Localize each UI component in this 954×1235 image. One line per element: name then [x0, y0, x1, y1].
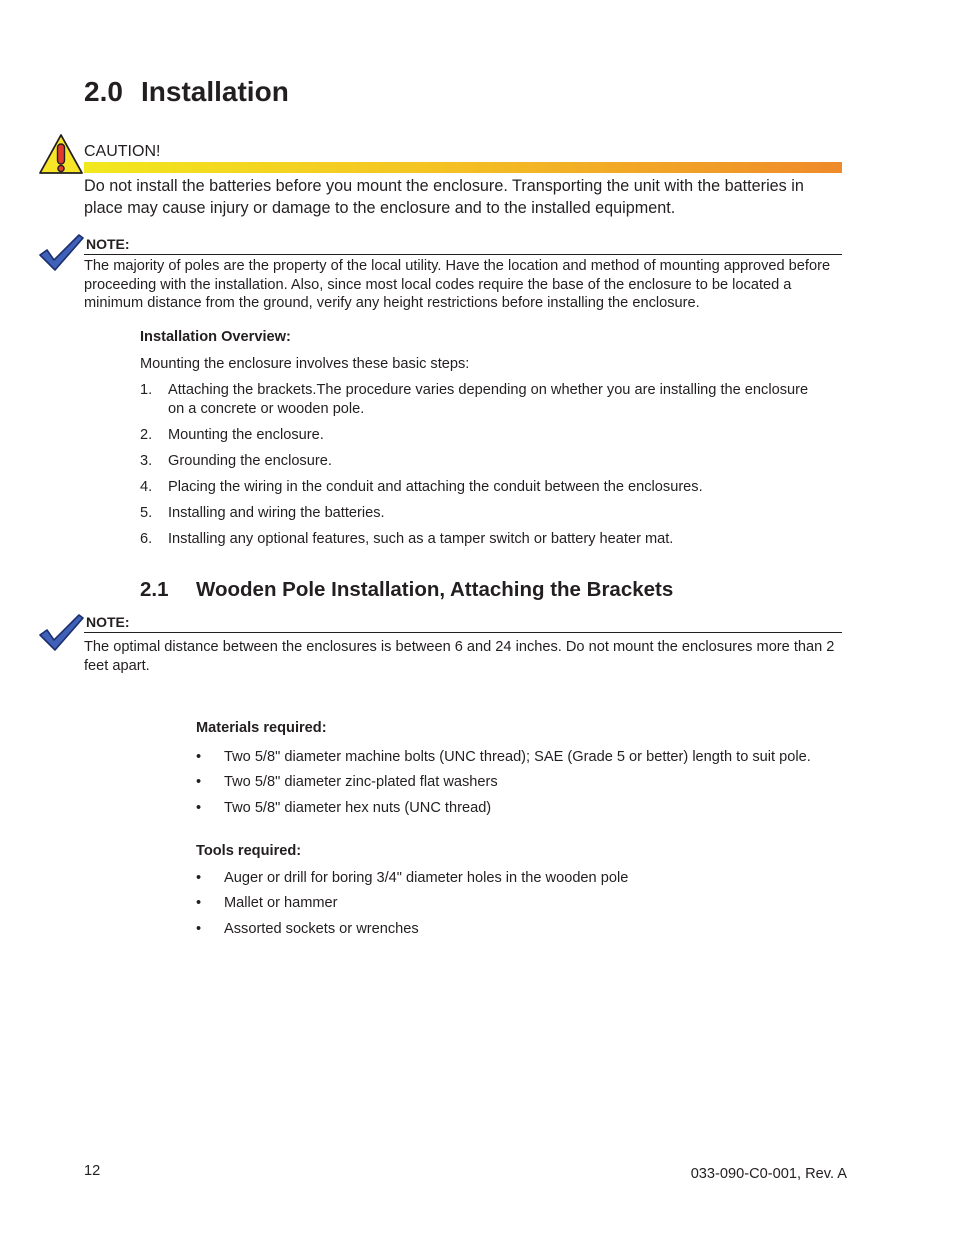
note-text: The majority of poles are the property of the local utility. Have the location and method of mounting approved before proceeding with the installation. Also, since most local codes require the base of the enclosure to be located a minimum distance from the ground, verify any height restrictions before installing the enclosure. [84, 258, 831, 311]
list-item [196, 869, 826, 888]
note-divider [84, 632, 842, 633]
list-item [140, 504, 820, 523]
bullet: • [196, 895, 202, 912]
bullet: • [196, 920, 202, 937]
steps-list [140, 381, 820, 556]
section-title: Wooden Pole Installation, Attaching the Brackets [196, 578, 674, 601]
bullet: • [196, 870, 202, 886]
list-item [140, 530, 820, 549]
list-item-text: Auger or drill for boring 3/4" diameter holes in the wooden pole [224, 870, 629, 886]
page-title [84, 76, 289, 108]
note-text: The optimal distance between the enclosures is between 6 and 24 inches. Do not mount the enclosures more than 2 feet apart. [84, 639, 835, 674]
bullet: • [196, 774, 202, 791]
list-item-text: Two 5/8" diameter machine bolts (UNC thread); SAE (Grade 5 or better) length to suit pole. [224, 749, 811, 765]
list-item [196, 799, 826, 818]
list-item [196, 894, 826, 913]
materials-heading: Materials required: [196, 720, 327, 736]
step-text: Installing any optional features, such as a tamper switch or battery heater mat. [168, 530, 674, 547]
list-item [140, 426, 820, 445]
step-text: Installing and wiring the batteries. [168, 504, 385, 521]
step-number: 1. [140, 382, 153, 398]
list-item-text: Two 5/8" diameter zinc-plated flat washers [224, 774, 498, 791]
step-number: 5. [140, 504, 153, 521]
materials-list [196, 748, 826, 824]
overview-intro: Mounting the enclosure involves these basic steps: [140, 356, 470, 372]
caution-label: CAUTION! [84, 143, 161, 160]
checkmark-icon [38, 234, 84, 272]
list-item [196, 920, 826, 939]
warning-triangle-icon [38, 133, 84, 175]
section-heading [140, 578, 673, 602]
section-number: 2.1 [140, 578, 169, 601]
step-text: Attaching the brackets.The procedure varies depending on whether you are installing the enclosure on a concrete or wooden pole. [168, 382, 809, 417]
step-number: 2. [140, 426, 153, 443]
bullet: • [196, 799, 202, 816]
list-item [140, 478, 820, 497]
step-number: 4. [140, 478, 153, 495]
list-item-text: Mallet or hammer [224, 895, 338, 912]
list-item [140, 452, 820, 471]
tools-heading: Tools required: [196, 843, 302, 859]
tools-list [196, 869, 826, 945]
section-title: Installation [141, 76, 289, 107]
list-item-text: Two 5/8" diameter hex nuts (UNC thread) [224, 799, 492, 816]
caution-bar [84, 162, 842, 173]
overview-heading: Installation Overview: [140, 329, 291, 345]
step-text: Placing the wiring in the conduit and attaching the conduit between the enclosures. [168, 478, 703, 495]
list-item [196, 773, 826, 792]
page-number: 12 [84, 1163, 101, 1179]
list-item [140, 381, 820, 418]
list-item-text: Assorted sockets or wrenches [224, 920, 419, 937]
note-label: NOTE: [86, 236, 130, 252]
bullet: • [196, 749, 202, 765]
list-item [196, 748, 826, 767]
step-number: 6. [140, 530, 153, 547]
section-number: 2.0 [84, 76, 123, 107]
checkmark-icon [38, 614, 84, 652]
note-label: NOTE: [86, 614, 130, 630]
note-divider [84, 254, 842, 255]
step-text: Grounding the enclosure. [168, 452, 332, 469]
step-text: Mounting the enclosure. [168, 426, 324, 443]
caution-text: Do not install the batteries before you mount the enclosure. Transporting the unit with the batteries in place may cause injury or damage to the enclosure and to the installed equipment. [84, 177, 804, 217]
document-id: 033-090-C0-001, Rev. A [690, 1166, 847, 1182]
step-number: 3. [140, 452, 153, 469]
